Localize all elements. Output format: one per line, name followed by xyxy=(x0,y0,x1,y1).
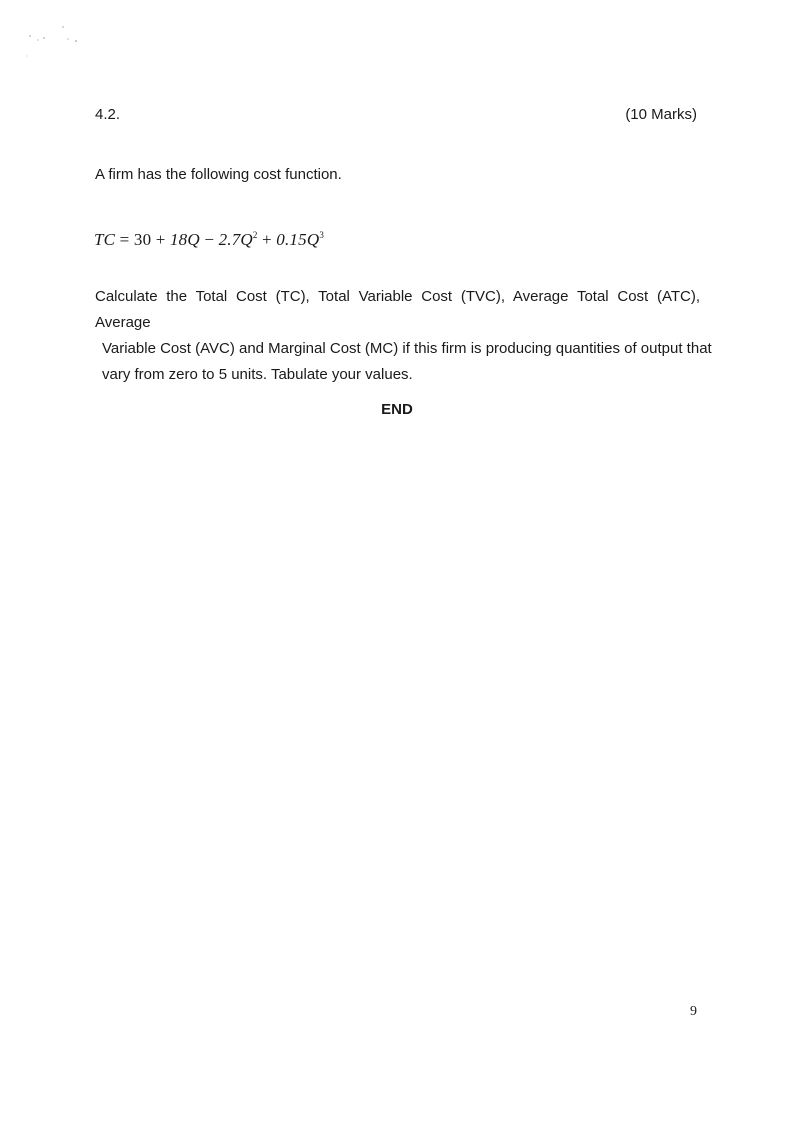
marks-label: (10 Marks) xyxy=(625,106,697,123)
scan-specks xyxy=(18,22,88,62)
instructions-line-3: vary from zero to 5 units. Tabulate your values. xyxy=(102,366,413,383)
formula-quadratic-exponent: 2 xyxy=(252,230,258,240)
question-number: 4.2. xyxy=(95,106,121,123)
formula-linear-term: 18Q xyxy=(169,230,200,249)
formula-plus-1: + xyxy=(151,230,170,249)
instructions-line-2: Variable Cost (AVC) and Marginal Cost (MC) if this firm is producing quantities of output that xyxy=(102,340,712,357)
formula-minus: − xyxy=(199,230,219,249)
end-label: END xyxy=(381,401,413,418)
intro-text: A firm has the following cost function. xyxy=(95,166,342,183)
instructions-line-1: Calculate the Total Cost (TC), Total Variable Cost (TVC), Average Total Cost (ATC), Average xyxy=(95,288,700,331)
formula-constant: 30 xyxy=(133,230,152,249)
formula-plus-2: + xyxy=(257,230,277,249)
formula-equals: = xyxy=(115,230,134,249)
formula-quadratic-term: 2.7Q xyxy=(218,230,253,249)
formula-lhs: TC xyxy=(94,230,116,249)
page-number: 9 xyxy=(690,1004,697,1019)
cost-function-formula xyxy=(94,230,324,250)
formula-cubic-term: 0.15Q xyxy=(276,230,320,249)
instructions-paragraph xyxy=(95,284,712,388)
formula-cubic-exponent: 3 xyxy=(319,230,325,240)
